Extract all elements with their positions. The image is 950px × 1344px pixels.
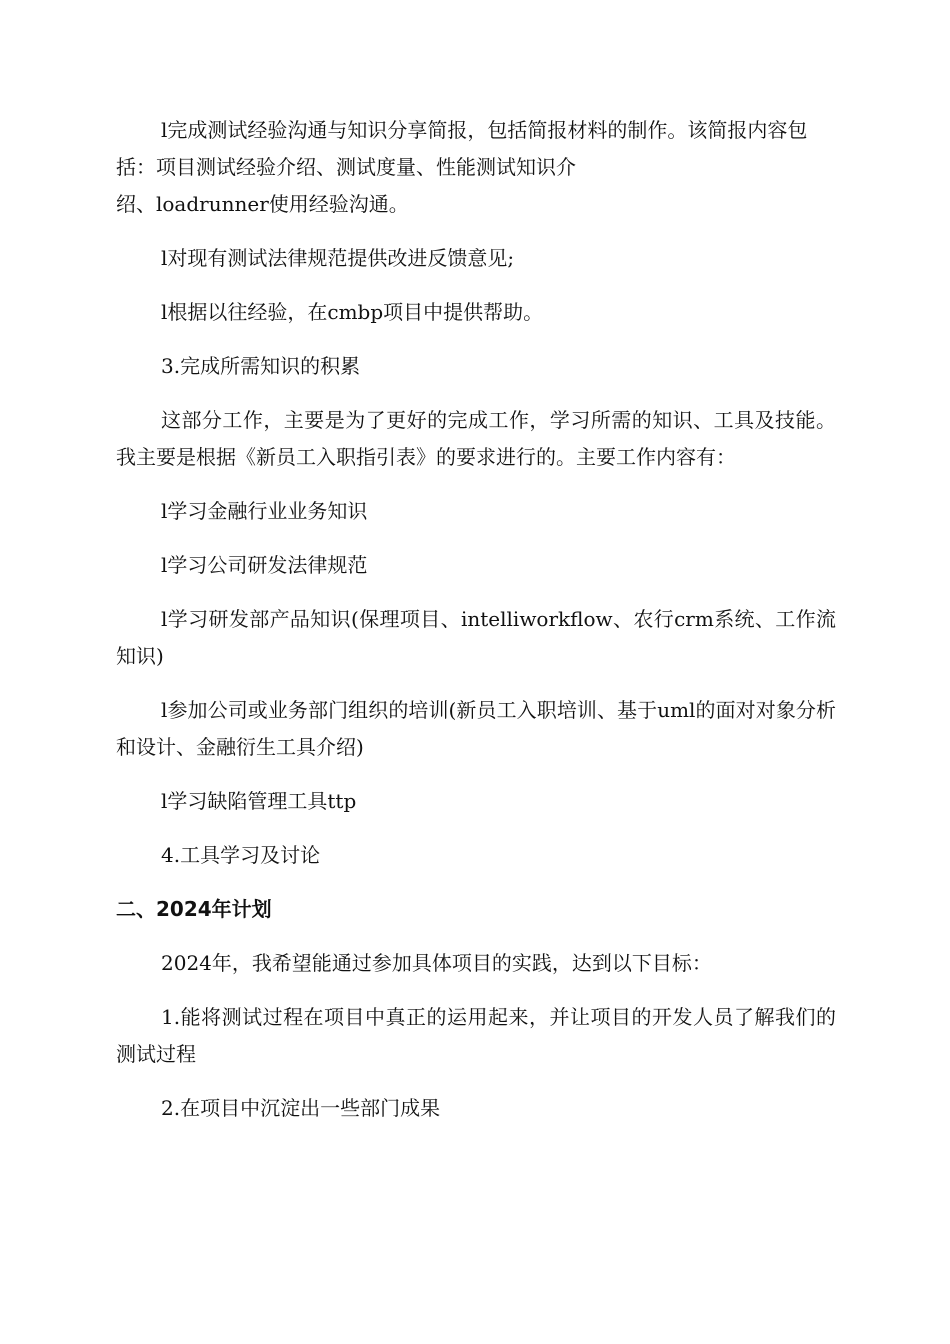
document-page	[116, 112, 836, 1127]
paragraph-cmbp-help: l根据以往经验，在cmbp项目中提供帮助。	[161, 300, 544, 324]
list-item-training: l参加公司或业务部门组织的培训(新员工入职培训、基于uml的面对对象分析和设计、金融衍生工具介绍)	[116, 698, 836, 759]
section-heading-plan: 二、2024年计划	[116, 897, 272, 921]
paragraph-briefing-tail: 绍、loadrunner使用经验沟通。	[116, 192, 409, 216]
paragraph-briefing-main: l完成测试经验沟通与知识分享简报，包括简报材料的制作。该简报内容包括：项目测试经验介绍、测试度量、性能测试知识介	[116, 118, 808, 179]
paragraph-knowledge-intro: 这部分工作，主要是为了更好的完成工作，学习所需的知识、工具及技能。我主要是根据《新员工入职指引表》的要求进行的。主要工作内容有：	[116, 408, 836, 469]
list-item-legal: l学习公司研发法律规范	[161, 553, 368, 577]
paragraph-briefing	[116, 112, 836, 223]
goal-item-1: 1.能将测试过程在项目中真正的运用起来，并让项目的开发人员了解我们的测试过程	[116, 1005, 836, 1066]
list-item-ttp: l学习缺陷管理工具ttp	[161, 789, 357, 813]
section-tools-title: 4.工具学习及讨论	[161, 843, 321, 867]
list-item-products: l学习研发部产品知识(保理项目、intelliworkflow、农行crm系统、工作流知识)	[116, 607, 836, 668]
paragraph-feedback: l对现有测试法律规范提供改进反馈意见;	[161, 246, 515, 270]
section-knowledge-title: 3.完成所需知识的积累	[161, 354, 361, 378]
paragraph-plan-intro: 2024年，我希望能通过参加具体项目的实践，达到以下目标：	[161, 951, 712, 975]
list-item-finance: l学习金融行业业务知识	[161, 499, 368, 523]
goal-item-2: 2.在项目中沉淀出一些部门成果	[161, 1096, 441, 1120]
